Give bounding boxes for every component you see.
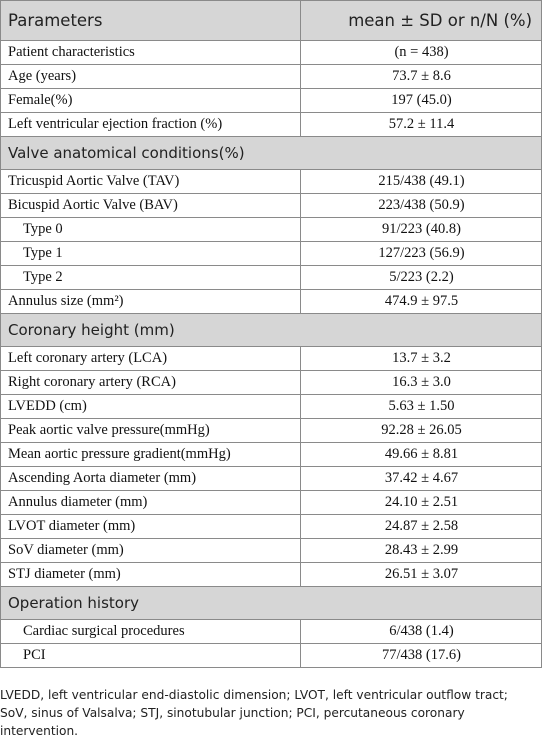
row-label: SoV diameter (mm) xyxy=(1,539,301,563)
table-row xyxy=(1,194,542,218)
table-row xyxy=(1,515,542,539)
row-value: 49.66 ± 8.81 xyxy=(301,443,542,467)
row-label: Left coronary artery (LCA) xyxy=(1,347,301,371)
table-row xyxy=(1,218,542,242)
table-row xyxy=(1,491,542,515)
table-row xyxy=(1,419,542,443)
section-heading: Coronary height (mm) xyxy=(1,314,542,347)
table-row xyxy=(1,65,542,89)
row-value: 215/438 (49.1) xyxy=(301,170,542,194)
table-row xyxy=(1,644,542,668)
table-row xyxy=(1,242,542,266)
row-value: 73.7 ± 8.6 xyxy=(301,65,542,89)
row-label: Peak aortic valve pressure(mmHg) xyxy=(1,419,301,443)
row-value: 5/223 (2.2) xyxy=(301,266,542,290)
table-row xyxy=(1,347,542,371)
header-parameters: Parameters xyxy=(1,1,301,41)
row-label: Annulus diameter (mm) xyxy=(1,491,301,515)
table-body xyxy=(1,41,542,668)
section-row xyxy=(1,314,542,347)
table-row xyxy=(1,467,542,491)
row-value: 77/438 (17.6) xyxy=(301,644,542,668)
row-label: Patient characteristics xyxy=(1,41,301,65)
table-row xyxy=(1,41,542,65)
row-label: LVEDD (cm) xyxy=(1,395,301,419)
row-value: 92.28 ± 26.05 xyxy=(301,419,542,443)
table-row xyxy=(1,89,542,113)
table-row xyxy=(1,266,542,290)
table-row xyxy=(1,395,542,419)
footnote: LVEDD, left ventricular end-diastolic dimension; LVOT, left ventricular outflow tract; SoV, sinus of Valsalva; STJ, sinotubular junction; PCI, percutaneous coronary intervention. xyxy=(0,688,508,738)
table-row xyxy=(1,170,542,194)
row-label: Tricuspid Aortic Valve (TAV) xyxy=(1,170,301,194)
row-label: Ascending Aorta diameter (mm) xyxy=(1,467,301,491)
table-row xyxy=(1,113,542,137)
table-row xyxy=(1,563,542,587)
row-value: (n = 438) xyxy=(301,41,542,65)
row-value: 26.51 ± 3.07 xyxy=(301,563,542,587)
row-value: 13.7 ± 3.2 xyxy=(301,347,542,371)
row-label: Cardiac surgical procedures xyxy=(1,620,301,644)
table-row xyxy=(1,620,542,644)
row-label: Annulus size (mm²) xyxy=(1,290,301,314)
row-label: Type 0 xyxy=(1,218,301,242)
row-value: 28.43 ± 2.99 xyxy=(301,539,542,563)
row-label: Bicuspid Aortic Valve (BAV) xyxy=(1,194,301,218)
row-value: 6/438 (1.4) xyxy=(301,620,542,644)
row-value: 16.3 ± 3.0 xyxy=(301,371,542,395)
row-label: Right coronary artery (RCA) xyxy=(1,371,301,395)
table-row xyxy=(1,290,542,314)
table-row xyxy=(1,443,542,467)
row-label: PCI xyxy=(1,644,301,668)
row-label: Left ventricular ejection fraction (%) xyxy=(1,113,301,137)
section-row xyxy=(1,137,542,170)
row-value: 37.42 ± 4.67 xyxy=(301,467,542,491)
row-value: 5.63 ± 1.50 xyxy=(301,395,542,419)
row-label: Age (years) xyxy=(1,65,301,89)
row-value: 91/223 (40.8) xyxy=(301,218,542,242)
row-label: Mean aortic pressure gradient(mmHg) xyxy=(1,443,301,467)
section-heading: Operation history xyxy=(1,587,542,620)
row-label: STJ diameter (mm) xyxy=(1,563,301,587)
table-row xyxy=(1,539,542,563)
section-row xyxy=(1,587,542,620)
row-value: 24.10 ± 2.51 xyxy=(301,491,542,515)
row-label: Female(%) xyxy=(1,89,301,113)
table-row xyxy=(1,371,542,395)
section-heading: Valve anatomical conditions(%) xyxy=(1,137,542,170)
row-label: Type 2 xyxy=(1,266,301,290)
row-value: 474.9 ± 97.5 xyxy=(301,290,542,314)
table-header-row xyxy=(1,1,542,41)
row-value: 223/438 (50.9) xyxy=(301,194,542,218)
row-value: 57.2 ± 11.4 xyxy=(301,113,542,137)
header-values: mean ± SD or n/N (%) xyxy=(301,1,542,41)
row-value: 127/223 (56.9) xyxy=(301,242,542,266)
row-label: LVOT diameter (mm) xyxy=(1,515,301,539)
row-label: Type 1 xyxy=(1,242,301,266)
row-value: 197 (45.0) xyxy=(301,89,542,113)
row-value: 24.87 ± 2.58 xyxy=(301,515,542,539)
